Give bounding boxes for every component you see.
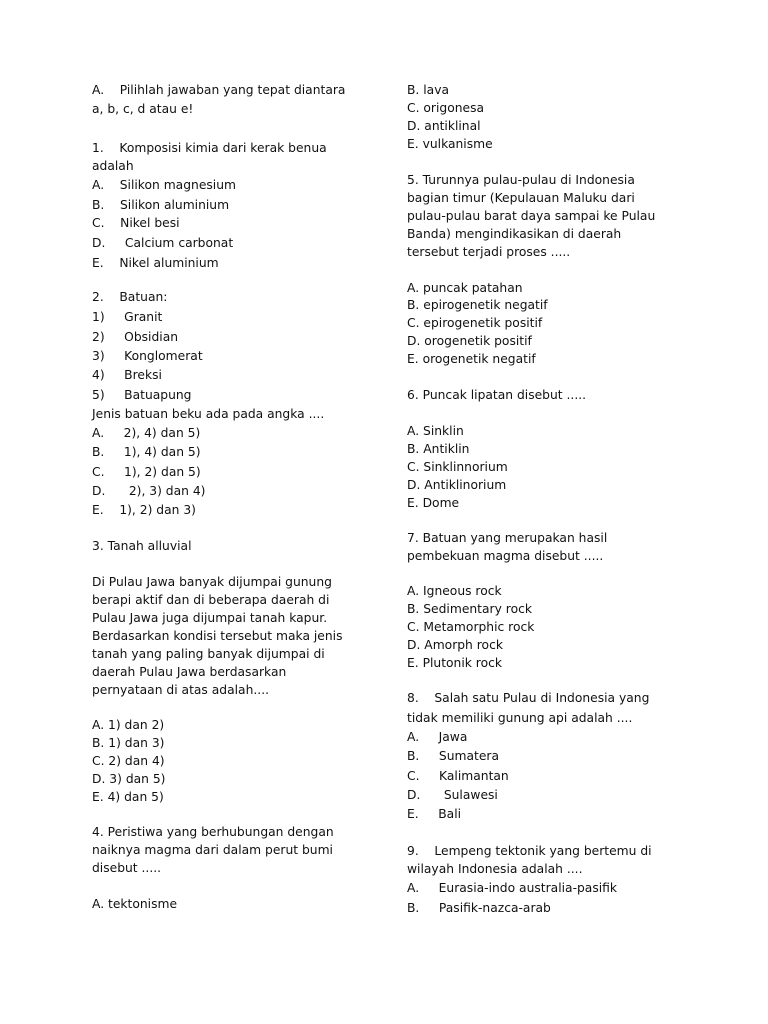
text-line: E. vulkanisme (407, 137, 493, 151)
text-line: A. Eurasia-indo australia-pasifik (407, 881, 618, 895)
text-line: 7. Batuan yang merupakan hasil (407, 531, 608, 545)
text-line: E. orogenetik negatif (407, 352, 536, 366)
text-line: D. 3) dan 5) (92, 772, 166, 786)
text-line: E. Nikel aluminium (92, 256, 219, 270)
text-line: A. Silikon magnesium (92, 178, 236, 192)
text-line: E. Dome (407, 496, 460, 510)
text-line: B. Silikon aluminium (92, 198, 230, 212)
text-line: 6. Puncak lipatan disebut ..... (407, 388, 587, 402)
text-line: B. Antiklin (407, 442, 470, 456)
text-line: A. Pilihlah jawaban yang tepat diantara (92, 83, 346, 97)
text-line: Banda) mengindikasikan di daerah (407, 227, 622, 241)
text-line: C. Sinklinnorium (407, 460, 508, 474)
text-line: C. 1), 2) dan 5) (92, 465, 201, 479)
text-line: E. 4) dan 5) (92, 790, 164, 804)
text-line: naiknya magma dari dalam perut bumi (92, 843, 333, 857)
text-line: A. 2), 4) dan 5) (92, 426, 201, 440)
text-line: berapi aktif dan di beberapa daerah di (92, 593, 330, 607)
text-line: 1. Komposisi kimia dari kerak benua (92, 141, 327, 155)
text-line: 3) Konglomerat (92, 349, 203, 363)
text-line: E. Bali (407, 807, 462, 821)
text-line: a, b, c, d atau e! (92, 102, 194, 116)
text-line: D. Amorph rock (407, 638, 503, 652)
text-line: 1) Granit (92, 310, 163, 324)
text-line: 2. Batuan: (92, 290, 168, 304)
text-line: D. antiklinal (407, 119, 481, 133)
text-line: 5. Turunnya pulau-pulau di Indonesia (407, 173, 635, 187)
text-line: pulau-pulau barat daya sampai ke Pulau (407, 209, 656, 223)
text-line: A. tektonisme (92, 897, 178, 911)
text-line: 8. Salah satu Pulau di Indonesia yang (407, 691, 650, 705)
text-line: C. epirogenetik positif (407, 316, 543, 330)
text-line: E. Plutonik rock (407, 656, 502, 670)
text-line: D. 2), 3) dan 4) (92, 484, 206, 498)
text-line: E. 1), 2) dan 3) (92, 503, 196, 517)
text-line: C. origonesa (407, 101, 485, 115)
text-line: B. 1) dan 3) (92, 736, 165, 750)
text-line: Jenis batuan beku ada pada angka .... (92, 407, 325, 421)
text-line: 4. Peristiwa yang berhubungan dengan (92, 825, 334, 839)
text-line: tanah yang paling banyak dijumpai di (92, 647, 325, 661)
text-line: B. Pasifik-nazca-arab (407, 901, 551, 915)
text-line: B. Sumatera (407, 749, 499, 763)
text-line: tidak memiliki gunung api adalah .... (407, 711, 633, 725)
text-line: B. epirogenetik negatif (407, 298, 548, 312)
text-line: 2) Obsidian (92, 330, 179, 344)
text-line: 3. Tanah alluvial (92, 539, 192, 553)
text-line: A. Jawa (407, 730, 468, 744)
text-line: Pulau Jawa juga dijumpai tanah kapur. (92, 611, 328, 625)
text-line: A. Igneous rock (407, 584, 502, 598)
text-line: D. Sulawesi (407, 788, 498, 802)
text-line: pembekuan magma disebut ..... (407, 549, 604, 563)
text-line: disebut ..... (92, 861, 162, 875)
text-line: pernyataan di atas adalah.... (92, 683, 270, 697)
text-line: Di Pulau Jawa banyak dijumpai gunung (92, 575, 332, 589)
text-line: C. Kalimantan (407, 769, 509, 783)
text-line: A. 1) dan 2) (92, 718, 165, 732)
text-line: daerah Pulau Jawa berdasarkan (92, 665, 287, 679)
text-line: D. orogenetik positif (407, 334, 532, 348)
text-line: bagian timur (Kepulauan Maluku dari (407, 191, 635, 205)
text-line: B. Sedimentary rock (407, 602, 532, 616)
text-line: C. Nikel besi (92, 216, 180, 230)
text-line: C. 2) dan 4) (92, 754, 165, 768)
text-line: A. puncak patahan (407, 281, 523, 295)
text-line: 5) Batuapung (92, 388, 192, 402)
text-line: adalah (92, 159, 134, 173)
text-line: tersebut terjadi proses ..... (407, 245, 571, 259)
text-line: A. Sinklin (407, 424, 464, 438)
text-line: 9. Lempeng tektonik yang bertemu di (407, 844, 652, 858)
text-line: B. 1), 4) dan 5) (92, 445, 201, 459)
text-line: 4) Breksi (92, 368, 162, 382)
text-line: C. Metamorphic rock (407, 620, 535, 634)
text-line: D. Antiklinorium (407, 478, 507, 492)
text-line: wilayah Indonesia adalah .... (407, 862, 583, 876)
text-line: Berdasarkan kondisi tersebut maka jenis (92, 629, 343, 643)
text-line: B. lava (407, 83, 450, 97)
text-line: D. Calcium carbonat (92, 236, 234, 250)
